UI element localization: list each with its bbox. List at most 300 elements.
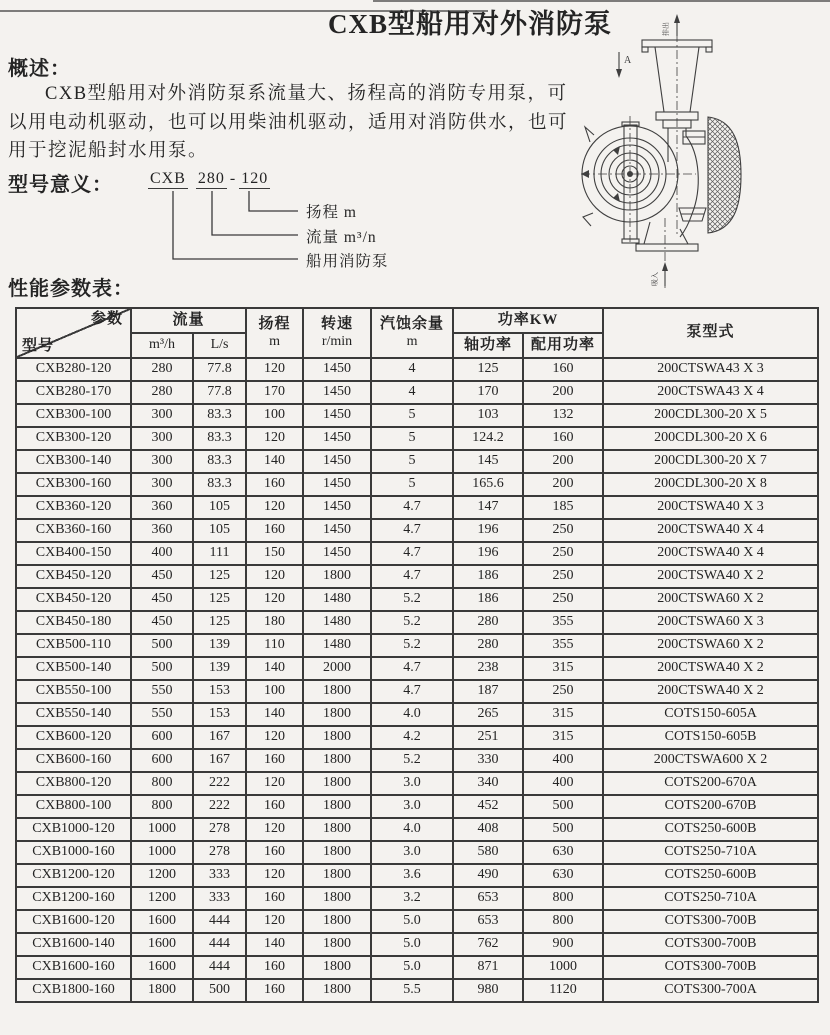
table-row [16, 473, 818, 496]
cell-shaft-power: 165.6 [453, 473, 523, 496]
cell-head: 160 [246, 841, 303, 864]
cell-head: 140 [246, 450, 303, 473]
table-row [16, 749, 818, 772]
cell-shaft-power: 408 [453, 818, 523, 841]
cell-npsh: 4.7 [371, 542, 453, 565]
cell-shaft-power: 280 [453, 611, 523, 634]
cell-head: 140 [246, 703, 303, 726]
table-row [16, 358, 818, 381]
cell-npsh: 4.7 [371, 519, 453, 542]
column-header-flow-group: 流量 [131, 308, 246, 333]
cell-rated-power: 800 [523, 887, 603, 910]
cell-flow-ls: 83.3 [193, 427, 246, 450]
cell-shaft-power: 265 [453, 703, 523, 726]
cell-model: CXB450-120 [16, 565, 131, 588]
discharge-flow-label: 排出 [662, 22, 670, 36]
cell-npsh: 4.7 [371, 657, 453, 680]
cell-rated-power: 630 [523, 841, 603, 864]
cell-head: 150 [246, 542, 303, 565]
cell-speed: 1450 [303, 381, 371, 404]
cell-pump-type: 200CTSWA40 X 2 [603, 680, 818, 703]
cell-npsh: 4.0 [371, 703, 453, 726]
cell-speed: 1800 [303, 910, 371, 933]
cell-npsh: 3.0 [371, 772, 453, 795]
cell-flow-m3h: 280 [131, 381, 193, 404]
section-view-label: A [624, 55, 632, 66]
table-row [16, 956, 818, 979]
cell-flow-m3h: 800 [131, 772, 193, 795]
cell-npsh: 5 [371, 450, 453, 473]
cell-model: CXB1600-160 [16, 956, 131, 979]
cell-npsh: 4.2 [371, 726, 453, 749]
table-row [16, 634, 818, 657]
cell-model: CXB550-140 [16, 703, 131, 726]
cell-pump-type: COTS250-710A [603, 841, 818, 864]
cell-model: CXB300-140 [16, 450, 131, 473]
cell-shaft-power: 980 [453, 979, 523, 1002]
cell-head: 120 [246, 565, 303, 588]
cell-pump-type: 200CTSWA43 X 3 [603, 358, 818, 381]
table-row [16, 588, 818, 611]
cell-model: CXB450-180 [16, 611, 131, 634]
cell-npsh: 3.0 [371, 795, 453, 818]
cell-shaft-power: 762 [453, 933, 523, 956]
cell-flow-ls: 77.8 [193, 358, 246, 381]
cell-speed: 1450 [303, 542, 371, 565]
table-row [16, 887, 818, 910]
cell-shaft-power: 580 [453, 841, 523, 864]
cell-flow-ls: 278 [193, 841, 246, 864]
cell-pump-type: 200CTSWA60 X 3 [603, 611, 818, 634]
cell-model: CXB500-110 [16, 634, 131, 657]
table-row [16, 657, 818, 680]
cell-rated-power: 400 [523, 749, 603, 772]
cell-model: CXB1200-120 [16, 864, 131, 887]
cell-model: CXB800-120 [16, 772, 131, 795]
cell-rated-power: 200 [523, 473, 603, 496]
table-row [16, 841, 818, 864]
cell-flow-m3h: 1600 [131, 956, 193, 979]
model-code-label-series: 船用消防泵 [306, 253, 389, 270]
cell-flow-ls: 333 [193, 864, 246, 887]
column-header-rated-power: 配用功率 [523, 333, 603, 358]
cell-model: CXB280-170 [16, 381, 131, 404]
cell-head: 100 [246, 404, 303, 427]
cell-flow-m3h: 600 [131, 749, 193, 772]
column-header-head-unit: m [269, 333, 280, 349]
cell-rated-power: 630 [523, 864, 603, 887]
cell-speed: 1800 [303, 565, 371, 588]
cell-shaft-power: 653 [453, 910, 523, 933]
cell-pump-type: COTS300-700B [603, 910, 818, 933]
cell-speed: 1800 [303, 772, 371, 795]
cell-npsh: 5.0 [371, 910, 453, 933]
cell-speed: 1480 [303, 588, 371, 611]
cell-npsh: 3.6 [371, 864, 453, 887]
table-corner-cell [16, 308, 131, 358]
column-header-shaft-power: 轴功率 [453, 333, 523, 358]
cell-shaft-power: 653 [453, 887, 523, 910]
table-row [16, 818, 818, 841]
corner-label-model: 型号 [22, 337, 55, 354]
cell-model: CXB280-120 [16, 358, 131, 381]
column-header-head [246, 308, 303, 358]
cell-shaft-power: 187 [453, 680, 523, 703]
cell-pump-type: 200CTSWA60 X 2 [603, 634, 818, 657]
cell-flow-m3h: 550 [131, 680, 193, 703]
cell-flow-m3h: 1800 [131, 979, 193, 1002]
cell-flow-ls: 444 [193, 933, 246, 956]
cell-flow-m3h: 280 [131, 358, 193, 381]
cell-flow-m3h: 400 [131, 542, 193, 565]
cell-flow-m3h: 300 [131, 473, 193, 496]
table-row [16, 450, 818, 473]
cell-speed: 1800 [303, 703, 371, 726]
cell-head: 160 [246, 795, 303, 818]
cell-model: CXB1000-120 [16, 818, 131, 841]
cell-npsh: 4 [371, 381, 453, 404]
cell-flow-m3h: 1000 [131, 818, 193, 841]
cell-pump-type: COTS250-600B [603, 818, 818, 841]
cell-pump-type: COTS150-605A [603, 703, 818, 726]
cell-rated-power: 315 [523, 703, 603, 726]
cell-model: CXB360-160 [16, 519, 131, 542]
cell-npsh: 5 [371, 427, 453, 450]
column-header-flow-ls: L/s [193, 333, 246, 358]
cell-shaft-power: 170 [453, 381, 523, 404]
cell-flow-ls: 111 [193, 542, 246, 565]
cell-flow-ls: 167 [193, 749, 246, 772]
cell-npsh: 5 [371, 404, 453, 427]
cell-shaft-power: 340 [453, 772, 523, 795]
cell-head: 120 [246, 427, 303, 450]
cell-pump-type: COTS200-670A [603, 772, 818, 795]
cell-pump-type: 200CDL300-20 X 5 [603, 404, 818, 427]
table-header-row-1 [16, 308, 818, 333]
overview-heading: 概述： [8, 58, 71, 80]
cell-shaft-power: 186 [453, 588, 523, 611]
cell-flow-ls: 105 [193, 519, 246, 542]
cell-flow-m3h: 300 [131, 404, 193, 427]
column-header-head-name: 扬程 [258, 316, 291, 333]
cell-model: CXB550-100 [16, 680, 131, 703]
cell-pump-type: 200CTSWA43 X 4 [603, 381, 818, 404]
cell-speed: 1800 [303, 933, 371, 956]
cell-pump-type: COTS150-605B [603, 726, 818, 749]
model-code-label-head: 扬程 m [306, 204, 357, 221]
overview-paragraph: CXB型船用对外消防泵系流量大、扬程高的消防专用泵，可以用电动机驱动，也可以用柴油机驱动，适用对消防供水，也可用于挖泥船封水用泵。 [8, 84, 569, 161]
table-row [16, 381, 818, 404]
cell-rated-power: 250 [523, 542, 603, 565]
cell-model: CXB300-100 [16, 404, 131, 427]
cell-speed: 1800 [303, 887, 371, 910]
cell-npsh: 5.2 [371, 749, 453, 772]
cell-pump-type: COTS300-700A [603, 979, 818, 1002]
cell-head: 160 [246, 979, 303, 1002]
cell-head: 160 [246, 956, 303, 979]
cell-head: 120 [246, 818, 303, 841]
cell-speed: 1800 [303, 726, 371, 749]
model-code-diagram [148, 170, 478, 272]
cell-head: 120 [246, 864, 303, 887]
table-body [16, 358, 818, 1002]
table-row [16, 910, 818, 933]
cell-model: CXB1200-160 [16, 887, 131, 910]
cell-speed: 1800 [303, 979, 371, 1002]
cell-shaft-power: 330 [453, 749, 523, 772]
cell-shaft-power: 871 [453, 956, 523, 979]
cell-npsh: 5.2 [371, 634, 453, 657]
cell-rated-power: 250 [523, 519, 603, 542]
cell-flow-ls: 222 [193, 772, 246, 795]
cell-head: 170 [246, 381, 303, 404]
cell-head: 180 [246, 611, 303, 634]
table-row [16, 680, 818, 703]
cell-speed: 1450 [303, 404, 371, 427]
cell-flow-m3h: 550 [131, 703, 193, 726]
table-row [16, 542, 818, 565]
cell-flow-m3h: 500 [131, 657, 193, 680]
cell-head: 160 [246, 749, 303, 772]
cell-speed: 1480 [303, 634, 371, 657]
cell-head: 120 [246, 726, 303, 749]
table-row [16, 565, 818, 588]
cell-head: 140 [246, 933, 303, 956]
cell-flow-m3h: 450 [131, 588, 193, 611]
cell-pump-type: 200CTSWA40 X 2 [603, 565, 818, 588]
cell-npsh: 5 [371, 473, 453, 496]
cell-flow-m3h: 1000 [131, 841, 193, 864]
cell-flow-ls: 153 [193, 703, 246, 726]
cell-shaft-power: 280 [453, 634, 523, 657]
cell-npsh: 4.7 [371, 496, 453, 519]
cell-flow-ls: 500 [193, 979, 246, 1002]
cell-npsh: 4.7 [371, 565, 453, 588]
model-code-label-flow: 流量 m³/n [306, 229, 377, 246]
cell-shaft-power: 125 [453, 358, 523, 381]
cell-model: CXB400-150 [16, 542, 131, 565]
cell-flow-ls: 139 [193, 657, 246, 680]
table-row [16, 979, 818, 1002]
column-header-speed-unit: r/min [321, 333, 353, 349]
cell-npsh: 3.2 [371, 887, 453, 910]
cell-head: 120 [246, 910, 303, 933]
cell-pump-type: 200CDL300-20 X 6 [603, 427, 818, 450]
cell-shaft-power: 452 [453, 795, 523, 818]
cell-rated-power: 185 [523, 496, 603, 519]
page-title: CXB型船用对外消防泵 [327, 9, 612, 39]
column-header-npsh [371, 308, 453, 358]
cell-head: 100 [246, 680, 303, 703]
cell-flow-ls: 139 [193, 634, 246, 657]
cell-flow-m3h: 360 [131, 496, 193, 519]
cell-pump-type: 200CTSWA600 X 2 [603, 749, 818, 772]
cell-rated-power: 250 [523, 680, 603, 703]
cell-flow-m3h: 1200 [131, 864, 193, 887]
cell-rated-power: 1000 [523, 956, 603, 979]
cell-rated-power: 500 [523, 795, 603, 818]
cell-model: CXB450-120 [16, 588, 131, 611]
cell-shaft-power: 124.2 [453, 427, 523, 450]
cell-pump-type: COTS250-710A [603, 887, 818, 910]
model-code-separator: - [229, 170, 237, 187]
cell-speed: 1450 [303, 358, 371, 381]
cell-shaft-power: 145 [453, 450, 523, 473]
cell-flow-ls: 77.8 [193, 381, 246, 404]
table-row [16, 404, 818, 427]
cell-flow-ls: 83.3 [193, 404, 246, 427]
cell-head: 120 [246, 358, 303, 381]
cell-head: 120 [246, 772, 303, 795]
cell-npsh: 4.0 [371, 818, 453, 841]
suction-flow-label: 吸入 [651, 272, 659, 286]
cell-speed: 1450 [303, 473, 371, 496]
model-code [148, 170, 270, 188]
cell-flow-m3h: 450 [131, 565, 193, 588]
cell-speed: 1800 [303, 864, 371, 887]
cell-flow-ls: 153 [193, 680, 246, 703]
cell-rated-power: 250 [523, 588, 603, 611]
cell-speed: 1800 [303, 680, 371, 703]
table-row [16, 496, 818, 519]
model-meaning-heading: 型号意义： [8, 174, 113, 196]
cell-speed: 1450 [303, 519, 371, 542]
cell-flow-ls: 444 [193, 910, 246, 933]
model-code-head: 120 [241, 170, 269, 187]
cell-flow-ls: 222 [193, 795, 246, 818]
cell-head: 160 [246, 887, 303, 910]
table-row [16, 427, 818, 450]
cell-pump-type: COTS200-670B [603, 795, 818, 818]
cell-flow-m3h: 300 [131, 450, 193, 473]
cell-model: CXB300-120 [16, 427, 131, 450]
cell-speed: 1480 [303, 611, 371, 634]
cell-rated-power: 355 [523, 634, 603, 657]
table-row [16, 611, 818, 634]
cell-head: 110 [246, 634, 303, 657]
cell-flow-ls: 444 [193, 956, 246, 979]
cell-model: CXB1000-160 [16, 841, 131, 864]
cell-model: CXB600-120 [16, 726, 131, 749]
column-header-flow-m3h: m³/h [131, 333, 193, 358]
cell-pump-type: 200CTSWA60 X 2 [603, 588, 818, 611]
cell-model: CXB300-160 [16, 473, 131, 496]
cell-flow-m3h: 360 [131, 519, 193, 542]
cell-flow-ls: 83.3 [193, 450, 246, 473]
table-row [16, 726, 818, 749]
cell-head: 120 [246, 588, 303, 611]
cell-head: 160 [246, 519, 303, 542]
cell-speed: 1800 [303, 841, 371, 864]
cell-npsh: 3.0 [371, 841, 453, 864]
cell-speed: 1800 [303, 956, 371, 979]
cell-flow-ls: 333 [193, 887, 246, 910]
cell-model: CXB800-100 [16, 795, 131, 818]
performance-table [15, 307, 819, 1003]
cell-speed: 1800 [303, 818, 371, 841]
cell-head: 120 [246, 496, 303, 519]
cell-flow-ls: 125 [193, 611, 246, 634]
cell-head: 160 [246, 473, 303, 496]
cell-npsh: 5.2 [371, 611, 453, 634]
cell-shaft-power: 147 [453, 496, 523, 519]
cell-rated-power: 160 [523, 427, 603, 450]
column-header-pump-type: 泵型式 [603, 308, 818, 358]
cell-shaft-power: 251 [453, 726, 523, 749]
cell-shaft-power: 196 [453, 519, 523, 542]
cell-speed: 1800 [303, 749, 371, 772]
cell-speed: 1450 [303, 450, 371, 473]
cell-rated-power: 1120 [523, 979, 603, 1002]
cell-model: CXB600-160 [16, 749, 131, 772]
cell-rated-power: 900 [523, 933, 603, 956]
pump-technical-drawing [580, 4, 828, 292]
cell-rated-power: 200 [523, 450, 603, 473]
cell-rated-power: 800 [523, 910, 603, 933]
cell-rated-power: 132 [523, 404, 603, 427]
column-header-npsh-name: 汽蚀余量 [380, 316, 445, 333]
cell-speed: 1450 [303, 496, 371, 519]
table-row [16, 864, 818, 887]
cell-model: CXB360-120 [16, 496, 131, 519]
cell-flow-ls: 278 [193, 818, 246, 841]
cell-rated-power: 315 [523, 657, 603, 680]
table-row [16, 703, 818, 726]
cell-pump-type: 200CTSWA40 X 4 [603, 542, 818, 565]
cell-rated-power: 160 [523, 358, 603, 381]
cell-flow-ls: 105 [193, 496, 246, 519]
cell-pump-type: COTS300-700B [603, 956, 818, 979]
cell-shaft-power: 196 [453, 542, 523, 565]
cell-pump-type: 200CTSWA40 X 3 [603, 496, 818, 519]
column-header-power-group: 功率KW [453, 308, 603, 333]
cell-npsh: 4 [371, 358, 453, 381]
cell-rated-power: 400 [523, 772, 603, 795]
cell-flow-ls: 125 [193, 565, 246, 588]
cell-npsh: 5.0 [371, 933, 453, 956]
column-header-speed-name: 转速 [321, 316, 354, 333]
cell-speed: 1450 [303, 427, 371, 450]
cell-model: CXB1600-120 [16, 910, 131, 933]
cell-pump-type: 200CDL300-20 X 8 [603, 473, 818, 496]
table-row [16, 795, 818, 818]
cell-pump-type: 200CDL300-20 X 7 [603, 450, 818, 473]
table-row [16, 772, 818, 795]
cell-model: CXB1800-160 [16, 979, 131, 1002]
cell-rated-power: 355 [523, 611, 603, 634]
cell-rated-power: 315 [523, 726, 603, 749]
cell-flow-ls: 125 [193, 588, 246, 611]
cell-shaft-power: 103 [453, 404, 523, 427]
cell-flow-m3h: 450 [131, 611, 193, 634]
cell-flow-m3h: 600 [131, 726, 193, 749]
model-code-series: CXB [150, 170, 186, 187]
cell-shaft-power: 490 [453, 864, 523, 887]
cell-flow-m3h: 1200 [131, 887, 193, 910]
cell-npsh: 5.2 [371, 588, 453, 611]
table-row [16, 519, 818, 542]
model-code-flow: 280 [197, 170, 225, 187]
cell-head: 140 [246, 657, 303, 680]
cell-flow-m3h: 1600 [131, 910, 193, 933]
cell-npsh: 5.5 [371, 979, 453, 1002]
cell-shaft-power: 238 [453, 657, 523, 680]
table-row [16, 933, 818, 956]
cell-model: CXB1600-140 [16, 933, 131, 956]
cell-flow-ls: 167 [193, 726, 246, 749]
cell-npsh: 4.7 [371, 680, 453, 703]
cell-flow-m3h: 300 [131, 427, 193, 450]
